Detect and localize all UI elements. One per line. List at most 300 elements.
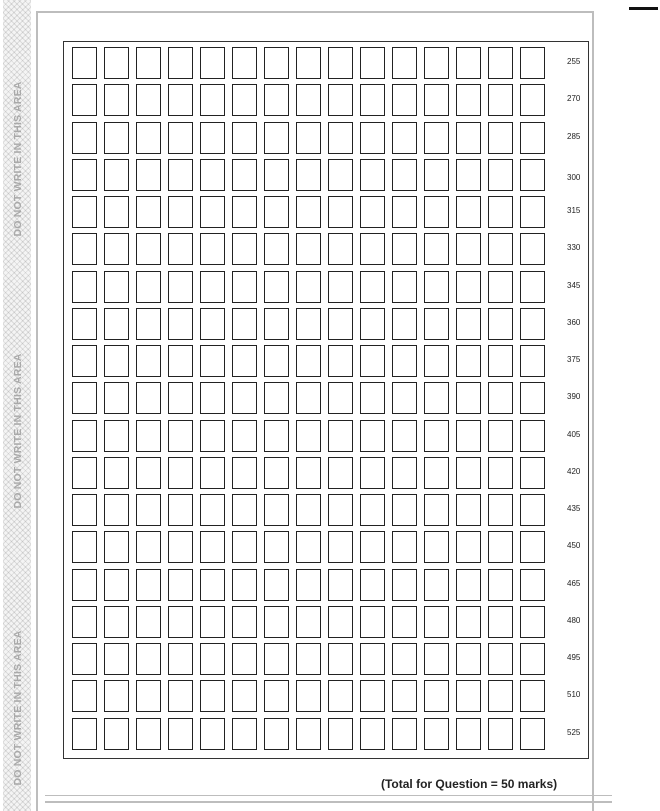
- answer-box[interactable]: [232, 233, 257, 265]
- answer-box[interactable]: [392, 680, 417, 712]
- answer-box[interactable]: [360, 345, 385, 377]
- answer-box[interactable]: [296, 457, 321, 489]
- answer-box[interactable]: [424, 159, 449, 191]
- answer-box[interactable]: [488, 196, 513, 228]
- row-number: 360: [567, 317, 581, 327]
- answer-box[interactable]: [200, 420, 225, 452]
- answer-box[interactable]: [456, 345, 481, 377]
- answer-box[interactable]: [200, 271, 225, 303]
- answer-box[interactable]: [424, 84, 449, 116]
- answer-box[interactable]: [104, 680, 129, 712]
- answer-box[interactable]: [136, 196, 161, 228]
- answer-box[interactable]: [136, 420, 161, 452]
- answer-box[interactable]: [424, 382, 449, 414]
- answer-box[interactable]: [72, 233, 97, 265]
- answer-box[interactable]: [232, 345, 257, 377]
- answer-box[interactable]: [168, 718, 193, 750]
- answer-box[interactable]: [360, 606, 385, 638]
- answer-box[interactable]: [168, 420, 193, 452]
- answer-box[interactable]: [200, 606, 225, 638]
- answer-box[interactable]: [232, 122, 257, 154]
- answer-box[interactable]: [520, 569, 545, 601]
- answer-box[interactable]: [424, 606, 449, 638]
- answer-box[interactable]: [264, 606, 289, 638]
- answer-box[interactable]: [200, 84, 225, 116]
- grid-row: [64, 569, 588, 603]
- answer-box[interactable]: [328, 84, 353, 116]
- answer-box[interactable]: [104, 345, 129, 377]
- answer-box[interactable]: [360, 531, 385, 563]
- answer-box[interactable]: [104, 122, 129, 154]
- answer-box[interactable]: [328, 308, 353, 340]
- answer-box[interactable]: [232, 494, 257, 526]
- answer-box[interactable]: [328, 606, 353, 638]
- answer-box[interactable]: [296, 606, 321, 638]
- answer-box[interactable]: [104, 47, 129, 79]
- answer-box[interactable]: [136, 680, 161, 712]
- answer-box[interactable]: [296, 680, 321, 712]
- answer-box[interactable]: [72, 494, 97, 526]
- answer-box[interactable]: [328, 47, 353, 79]
- answer-box[interactable]: [488, 47, 513, 79]
- answer-box[interactable]: [200, 308, 225, 340]
- answer-box[interactable]: [392, 233, 417, 265]
- answer-box[interactable]: [424, 718, 449, 750]
- answer-box[interactable]: [232, 643, 257, 675]
- answer-box[interactable]: [392, 606, 417, 638]
- answer-box[interactable]: [328, 382, 353, 414]
- answer-box[interactable]: [264, 643, 289, 675]
- answer-box[interactable]: [296, 531, 321, 563]
- answer-box[interactable]: [200, 345, 225, 377]
- answer-box[interactable]: [328, 531, 353, 563]
- answer-box[interactable]: [520, 382, 545, 414]
- answer-box[interactable]: [264, 718, 289, 750]
- answer-box[interactable]: [72, 47, 97, 79]
- answer-box[interactable]: [264, 420, 289, 452]
- answer-box[interactable]: [296, 382, 321, 414]
- answer-box[interactable]: [72, 457, 97, 489]
- answer-box[interactable]: [520, 233, 545, 265]
- answer-box[interactable]: [392, 84, 417, 116]
- answer-box[interactable]: [424, 122, 449, 154]
- answer-box[interactable]: [264, 569, 289, 601]
- answer-box[interactable]: [168, 531, 193, 563]
- answer-box[interactable]: [424, 196, 449, 228]
- answer-box[interactable]: [104, 457, 129, 489]
- answer-box[interactable]: [168, 84, 193, 116]
- answer-box[interactable]: [168, 271, 193, 303]
- answer-box[interactable]: [232, 718, 257, 750]
- answer-box[interactable]: [200, 643, 225, 675]
- answer-box[interactable]: [104, 494, 129, 526]
- answer-box[interactable]: [264, 47, 289, 79]
- answer-box[interactable]: [456, 233, 481, 265]
- row-number: 270: [567, 94, 581, 104]
- answer-box[interactable]: [104, 569, 129, 601]
- answer-box[interactable]: [456, 457, 481, 489]
- answer-box[interactable]: [456, 718, 481, 750]
- answer-box[interactable]: [168, 457, 193, 489]
- answer-box[interactable]: [520, 643, 545, 675]
- answer-box[interactable]: [360, 47, 385, 79]
- answer-box[interactable]: [424, 569, 449, 601]
- answer-box[interactable]: [264, 122, 289, 154]
- answer-box[interactable]: [104, 531, 129, 563]
- answer-box[interactable]: [360, 308, 385, 340]
- answer-box[interactable]: [360, 159, 385, 191]
- answer-box[interactable]: [488, 531, 513, 563]
- answer-box[interactable]: [456, 606, 481, 638]
- answer-box[interactable]: [392, 457, 417, 489]
- answer-box[interactable]: [168, 122, 193, 154]
- answer-box[interactable]: [392, 308, 417, 340]
- answer-box[interactable]: [72, 531, 97, 563]
- answer-box[interactable]: [232, 196, 257, 228]
- answer-box[interactable]: [456, 271, 481, 303]
- answer-box[interactable]: [392, 382, 417, 414]
- answer-box[interactable]: [360, 680, 385, 712]
- answer-box[interactable]: [72, 196, 97, 228]
- answer-box[interactable]: [200, 233, 225, 265]
- answer-box[interactable]: [72, 84, 97, 116]
- answer-box[interactable]: [168, 233, 193, 265]
- answer-box[interactable]: [136, 308, 161, 340]
- answer-box[interactable]: [168, 47, 193, 79]
- answer-box[interactable]: [136, 122, 161, 154]
- answer-box[interactable]: [360, 718, 385, 750]
- answer-box[interactable]: [296, 47, 321, 79]
- answer-box[interactable]: [360, 494, 385, 526]
- answer-box[interactable]: [232, 457, 257, 489]
- answer-box[interactable]: [296, 494, 321, 526]
- answer-box[interactable]: [104, 308, 129, 340]
- answer-box[interactable]: [520, 122, 545, 154]
- answer-box[interactable]: [264, 196, 289, 228]
- answer-box[interactable]: [456, 494, 481, 526]
- answer-box[interactable]: [488, 494, 513, 526]
- answer-box[interactable]: [328, 159, 353, 191]
- answer-box[interactable]: [72, 643, 97, 675]
- answer-box[interactable]: [232, 569, 257, 601]
- answer-box[interactable]: [264, 308, 289, 340]
- answer-box[interactable]: [520, 718, 545, 750]
- answer-box[interactable]: [456, 382, 481, 414]
- answer-box[interactable]: [264, 84, 289, 116]
- answer-box[interactable]: [328, 233, 353, 265]
- answer-box[interactable]: [360, 382, 385, 414]
- answer-box[interactable]: [520, 457, 545, 489]
- answer-box[interactable]: [392, 420, 417, 452]
- answer-box[interactable]: [168, 382, 193, 414]
- answer-box[interactable]: [424, 531, 449, 563]
- answer-box[interactable]: [264, 494, 289, 526]
- answer-box[interactable]: [392, 159, 417, 191]
- answer-box[interactable]: [200, 680, 225, 712]
- answer-box[interactable]: [200, 382, 225, 414]
- answer-box[interactable]: [264, 345, 289, 377]
- answer-box[interactable]: [136, 531, 161, 563]
- answer-box[interactable]: [520, 196, 545, 228]
- answer-box[interactable]: [392, 271, 417, 303]
- answer-box[interactable]: [392, 196, 417, 228]
- answer-box[interactable]: [168, 606, 193, 638]
- answer-box[interactable]: [488, 345, 513, 377]
- answer-box[interactable]: [328, 420, 353, 452]
- answer-box[interactable]: [200, 122, 225, 154]
- answer-box[interactable]: [232, 680, 257, 712]
- answer-box[interactable]: [456, 159, 481, 191]
- answer-box[interactable]: [168, 680, 193, 712]
- answer-box[interactable]: [520, 271, 545, 303]
- answer-box[interactable]: [424, 420, 449, 452]
- answer-box[interactable]: [328, 569, 353, 601]
- answer-box[interactable]: [328, 345, 353, 377]
- answer-box[interactable]: [296, 718, 321, 750]
- answer-box[interactable]: [392, 569, 417, 601]
- answer-box[interactable]: [360, 196, 385, 228]
- answer-box[interactable]: [488, 457, 513, 489]
- answer-box[interactable]: [296, 196, 321, 228]
- answer-box[interactable]: [424, 47, 449, 79]
- answer-box[interactable]: [392, 122, 417, 154]
- answer-box[interactable]: [488, 84, 513, 116]
- answer-box[interactable]: [296, 308, 321, 340]
- answer-box[interactable]: [392, 345, 417, 377]
- row-number: 465: [567, 578, 581, 588]
- answer-box[interactable]: [296, 569, 321, 601]
- answer-box[interactable]: [424, 680, 449, 712]
- answer-box[interactable]: [456, 122, 481, 154]
- answer-box[interactable]: [232, 531, 257, 563]
- answer-box[interactable]: [488, 233, 513, 265]
- answer-box[interactable]: [232, 47, 257, 79]
- answer-box[interactable]: [264, 382, 289, 414]
- answer-box[interactable]: [72, 159, 97, 191]
- answer-box[interactable]: [392, 47, 417, 79]
- answer-box[interactable]: [360, 643, 385, 675]
- answer-box[interactable]: [72, 308, 97, 340]
- answer-box[interactable]: [296, 271, 321, 303]
- answer-box[interactable]: [104, 233, 129, 265]
- answer-box[interactable]: [104, 643, 129, 675]
- grid-row: [64, 457, 588, 491]
- answer-box[interactable]: [72, 382, 97, 414]
- answer-box[interactable]: [200, 159, 225, 191]
- grid-row: [64, 308, 588, 342]
- answer-box[interactable]: [360, 122, 385, 154]
- answer-box[interactable]: [200, 531, 225, 563]
- answer-box[interactable]: [456, 420, 481, 452]
- answer-box[interactable]: [520, 606, 545, 638]
- answer-box[interactable]: [360, 457, 385, 489]
- footer-rule: [45, 795, 612, 796]
- answer-box[interactable]: [232, 420, 257, 452]
- answer-box[interactable]: [200, 718, 225, 750]
- answer-box[interactable]: [168, 159, 193, 191]
- answer-box[interactable]: [520, 531, 545, 563]
- grid-row: [64, 494, 588, 528]
- answer-box[interactable]: [200, 494, 225, 526]
- answer-box[interactable]: [424, 271, 449, 303]
- answer-box[interactable]: [392, 494, 417, 526]
- answer-box[interactable]: [328, 271, 353, 303]
- answer-box[interactable]: [168, 643, 193, 675]
- answer-box[interactable]: [328, 457, 353, 489]
- answer-box[interactable]: [424, 457, 449, 489]
- answer-box[interactable]: [232, 382, 257, 414]
- answer-box[interactable]: [520, 494, 545, 526]
- answer-box[interactable]: [296, 122, 321, 154]
- answer-box[interactable]: [168, 569, 193, 601]
- answer-box[interactable]: [264, 159, 289, 191]
- row-number: 405: [567, 429, 581, 439]
- answer-box[interactable]: [104, 606, 129, 638]
- answer-box[interactable]: [328, 122, 353, 154]
- answer-box[interactable]: [328, 196, 353, 228]
- corner-mark: [629, 7, 658, 10]
- answer-box[interactable]: [424, 494, 449, 526]
- answer-box[interactable]: [72, 345, 97, 377]
- answer-box[interactable]: [456, 569, 481, 601]
- answer-box[interactable]: [328, 494, 353, 526]
- answer-box[interactable]: [136, 457, 161, 489]
- answer-box[interactable]: [264, 271, 289, 303]
- answer-box[interactable]: [520, 159, 545, 191]
- answer-box[interactable]: [392, 718, 417, 750]
- answer-box[interactable]: [296, 159, 321, 191]
- answer-box[interactable]: [104, 84, 129, 116]
- answer-box[interactable]: [72, 718, 97, 750]
- answer-box[interactable]: [488, 420, 513, 452]
- answer-box[interactable]: [520, 345, 545, 377]
- answer-box[interactable]: [200, 457, 225, 489]
- row-number: 420: [567, 466, 581, 476]
- grid-row: [64, 233, 588, 267]
- answer-box[interactable]: [424, 308, 449, 340]
- answer-box[interactable]: [456, 47, 481, 79]
- answer-box[interactable]: [200, 196, 225, 228]
- answer-box[interactable]: [72, 606, 97, 638]
- answer-box[interactable]: [168, 494, 193, 526]
- answer-box[interactable]: [136, 569, 161, 601]
- answer-box[interactable]: [296, 233, 321, 265]
- answer-box[interactable]: [104, 420, 129, 452]
- answer-box[interactable]: [296, 643, 321, 675]
- answer-box[interactable]: [456, 680, 481, 712]
- answer-box[interactable]: [136, 494, 161, 526]
- answer-box[interactable]: [360, 233, 385, 265]
- answer-box[interactable]: [424, 233, 449, 265]
- answer-box[interactable]: [456, 84, 481, 116]
- answer-box[interactable]: [488, 382, 513, 414]
- answer-box[interactable]: [520, 680, 545, 712]
- answer-box[interactable]: [104, 718, 129, 750]
- answer-box[interactable]: [168, 196, 193, 228]
- answer-box[interactable]: [296, 345, 321, 377]
- answer-box[interactable]: [392, 643, 417, 675]
- answer-box[interactable]: [136, 382, 161, 414]
- footer-rule-thick: [45, 801, 612, 803]
- answer-box[interactable]: [520, 47, 545, 79]
- answer-box[interactable]: [200, 47, 225, 79]
- answer-box[interactable]: [488, 122, 513, 154]
- answer-box[interactable]: [72, 680, 97, 712]
- answer-box[interactable]: [136, 718, 161, 750]
- answer-box[interactable]: [104, 159, 129, 191]
- answer-box[interactable]: [136, 159, 161, 191]
- answer-box[interactable]: [488, 308, 513, 340]
- answer-box[interactable]: [328, 718, 353, 750]
- answer-box[interactable]: [488, 569, 513, 601]
- answer-box[interactable]: [488, 606, 513, 638]
- answer-box[interactable]: [104, 196, 129, 228]
- answer-box[interactable]: [360, 420, 385, 452]
- answer-box[interactable]: [168, 308, 193, 340]
- answer-box[interactable]: [136, 47, 161, 79]
- answer-box[interactable]: [104, 382, 129, 414]
- answer-box[interactable]: [360, 271, 385, 303]
- answer-box[interactable]: [72, 122, 97, 154]
- answer-box[interactable]: [456, 308, 481, 340]
- answer-box[interactable]: [136, 233, 161, 265]
- answer-box[interactable]: [72, 569, 97, 601]
- answer-box[interactable]: [360, 569, 385, 601]
- answer-box[interactable]: [296, 420, 321, 452]
- answer-box[interactable]: [488, 680, 513, 712]
- answer-box[interactable]: [200, 569, 225, 601]
- answer-box[interactable]: [72, 420, 97, 452]
- answer-box[interactable]: [392, 531, 417, 563]
- answer-box[interactable]: [104, 271, 129, 303]
- answer-box[interactable]: [136, 606, 161, 638]
- grid-row: [64, 196, 588, 230]
- answer-box[interactable]: [488, 159, 513, 191]
- answer-box[interactable]: [232, 271, 257, 303]
- answer-box[interactable]: [328, 643, 353, 675]
- answer-box[interactable]: [488, 643, 513, 675]
- answer-box[interactable]: [264, 531, 289, 563]
- answer-box[interactable]: [520, 420, 545, 452]
- answer-box[interactable]: [520, 84, 545, 116]
- answer-box[interactable]: [232, 606, 257, 638]
- answer-box[interactable]: [136, 345, 161, 377]
- answer-box[interactable]: [296, 84, 321, 116]
- answer-box[interactable]: [488, 271, 513, 303]
- answer-box[interactable]: [232, 159, 257, 191]
- row-number: 450: [567, 541, 581, 551]
- answer-box[interactable]: [136, 271, 161, 303]
- answer-box[interactable]: [360, 84, 385, 116]
- answer-box[interactable]: [520, 308, 545, 340]
- answer-box[interactable]: [264, 233, 289, 265]
- answer-box[interactable]: [456, 531, 481, 563]
- answer-box[interactable]: [232, 84, 257, 116]
- answer-box[interactable]: [168, 345, 193, 377]
- answer-box[interactable]: [264, 680, 289, 712]
- answer-box[interactable]: [136, 84, 161, 116]
- answer-box[interactable]: [424, 345, 449, 377]
- answer-box[interactable]: [456, 196, 481, 228]
- answer-box[interactable]: [456, 643, 481, 675]
- answer-box[interactable]: [136, 643, 161, 675]
- answer-box[interactable]: [328, 680, 353, 712]
- answer-box[interactable]: [72, 271, 97, 303]
- answer-box[interactable]: [424, 643, 449, 675]
- answer-box[interactable]: [264, 457, 289, 489]
- answer-box[interactable]: [232, 308, 257, 340]
- answer-box[interactable]: [488, 718, 513, 750]
